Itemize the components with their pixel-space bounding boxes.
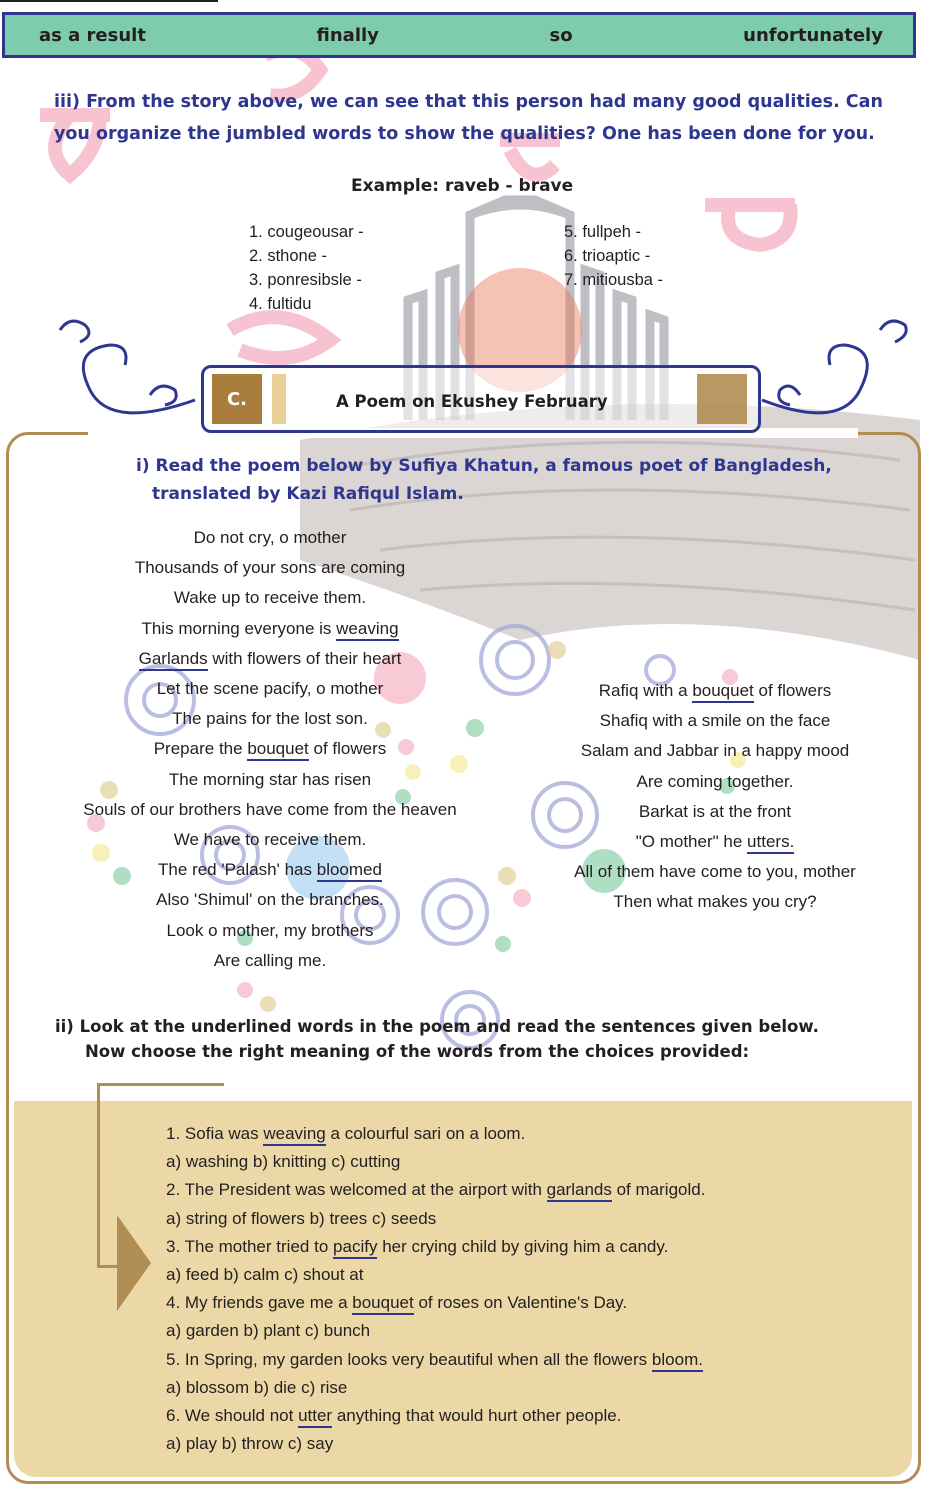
arrow-connector xyxy=(97,1083,224,1086)
poem-line: Salam and Jabbar in a happy mood xyxy=(580,741,850,761)
poem-line: Are calling me. xyxy=(213,950,327,970)
poem-line: Barkat is at the front xyxy=(638,801,792,821)
question-sentence: 1. Sofia was weaving a colourful sari on a loom. xyxy=(166,1120,705,1148)
poem-left-column xyxy=(70,523,470,976)
poem-line: Also 'Shimul' on the branches. xyxy=(156,890,384,910)
poem-line: Souls of our brothers have come from the heaven xyxy=(83,799,457,819)
jumbled-word: 6. trioaptic - xyxy=(564,247,651,265)
arrow-connector xyxy=(97,1083,100,1268)
poem-line: Look o mother, my brothers xyxy=(166,920,374,940)
question-options: a) washing b) knitting c) cutting xyxy=(166,1152,401,1172)
question-options: a) garden b) plant c) bunch xyxy=(166,1321,371,1341)
poem-line: Thousands of your sons are coming xyxy=(134,558,406,578)
connector-word: finally xyxy=(316,24,379,46)
poem-line: Garlands with flowers of their heart xyxy=(70,644,470,674)
poem-line: This morning everyone is weaving xyxy=(70,614,470,644)
jumbled-word: 1. cougeousar - xyxy=(249,223,364,241)
poem-line: We have to receive them. xyxy=(173,830,367,850)
question-options: a) play b) throw c) say xyxy=(166,1434,334,1454)
poem-line: The morning star has risen xyxy=(168,769,372,789)
poem-line: All of them have come to you, mother xyxy=(574,862,856,882)
header-accent-strip xyxy=(272,374,286,424)
section-c-title: A Poem on Ekushey February xyxy=(336,392,608,411)
poem-line: Shafiq with a smile on the face xyxy=(599,711,831,731)
connector-word: unfortunately xyxy=(743,24,883,46)
poem-line: Do not cry, o mother xyxy=(193,528,347,547)
question-sentence: 3. The mother tried to pacify her crying child by giving him a candy. xyxy=(166,1233,705,1261)
jumbled-words-left xyxy=(249,220,364,316)
poem-line: "O mother" he utters. xyxy=(555,827,875,857)
question-sentence: 4. My friends gave me a bouquet of roses on Valentine's Day. xyxy=(166,1289,705,1317)
section-i-line: translated by Kazi Rafiqul Islam. xyxy=(152,484,464,504)
question-sentence: 5. In Spring, my garden looks very beautiful when all the flowers bloom. xyxy=(166,1346,705,1374)
question-options: a) blossom b) die c) rise xyxy=(166,1377,348,1397)
question-options: a) string of flowers b) trees c) seeds xyxy=(166,1208,437,1228)
header-accent-block xyxy=(697,374,747,424)
connector-word: as a result xyxy=(39,24,146,46)
section-ii-line: ii) Look at the underlined words in the poem and read the sentences given below. xyxy=(55,1017,819,1036)
jumbled-word: 3. ponresibsle - xyxy=(249,271,362,289)
section-c-label: C. xyxy=(212,374,262,424)
section-iii-instruction: iii) From the story above, we can see that this person had many good qualities. Can you organize the jumbled words to show the qualities? One has been done for you. xyxy=(54,92,883,144)
poem-line: Let the scene pacify, o mother xyxy=(156,679,384,699)
jumbled-words-right xyxy=(564,220,663,292)
jumbled-word: 5. fullpeh - xyxy=(564,223,642,241)
section-i-line: i) Read the poem below by Sufiya Khatun, a famous poet of Bangladesh, xyxy=(136,456,832,476)
question-sentence: 6. We should not utter anything that would hurt other people. xyxy=(166,1402,705,1430)
connector-word-box xyxy=(2,12,916,58)
poem-line: Are coming together. xyxy=(636,771,794,791)
connector-word: so xyxy=(549,24,573,46)
jumbled-word: 4. fultidu xyxy=(249,295,312,313)
poem-line: The red 'Palash' has bloomed xyxy=(70,855,470,885)
jumbled-word: 2. sthone - xyxy=(249,247,327,265)
arrow-connector xyxy=(97,1265,119,1268)
poem-line: Wake up to receive them. xyxy=(173,588,367,608)
question-options: a) feed b) calm c) shout at xyxy=(166,1265,364,1285)
poem-line: Prepare the bouquet of flowers xyxy=(70,734,470,764)
poem-line: The pains for the lost son. xyxy=(172,709,368,729)
jumbled-word: 7. mitiousba - xyxy=(564,271,664,289)
jumble-example: Example: raveb - brave xyxy=(351,176,574,196)
poem-line: Rafiq with a bouquet of flowers xyxy=(555,676,875,706)
question-list xyxy=(166,1120,705,1458)
poem-right-column xyxy=(555,676,875,918)
question-sentence: 2. The President was welcomed at the airport with garlands of marigold. xyxy=(166,1176,705,1204)
top-rule xyxy=(0,0,218,2)
section-i-instruction xyxy=(136,452,832,508)
section-ii-line: Now choose the right meaning of the words from the choices provided: xyxy=(85,1042,750,1061)
poem-line: Then what makes you cry? xyxy=(613,892,817,912)
arrow-right-icon xyxy=(117,1215,151,1311)
section-ii-instruction xyxy=(55,1014,819,1064)
